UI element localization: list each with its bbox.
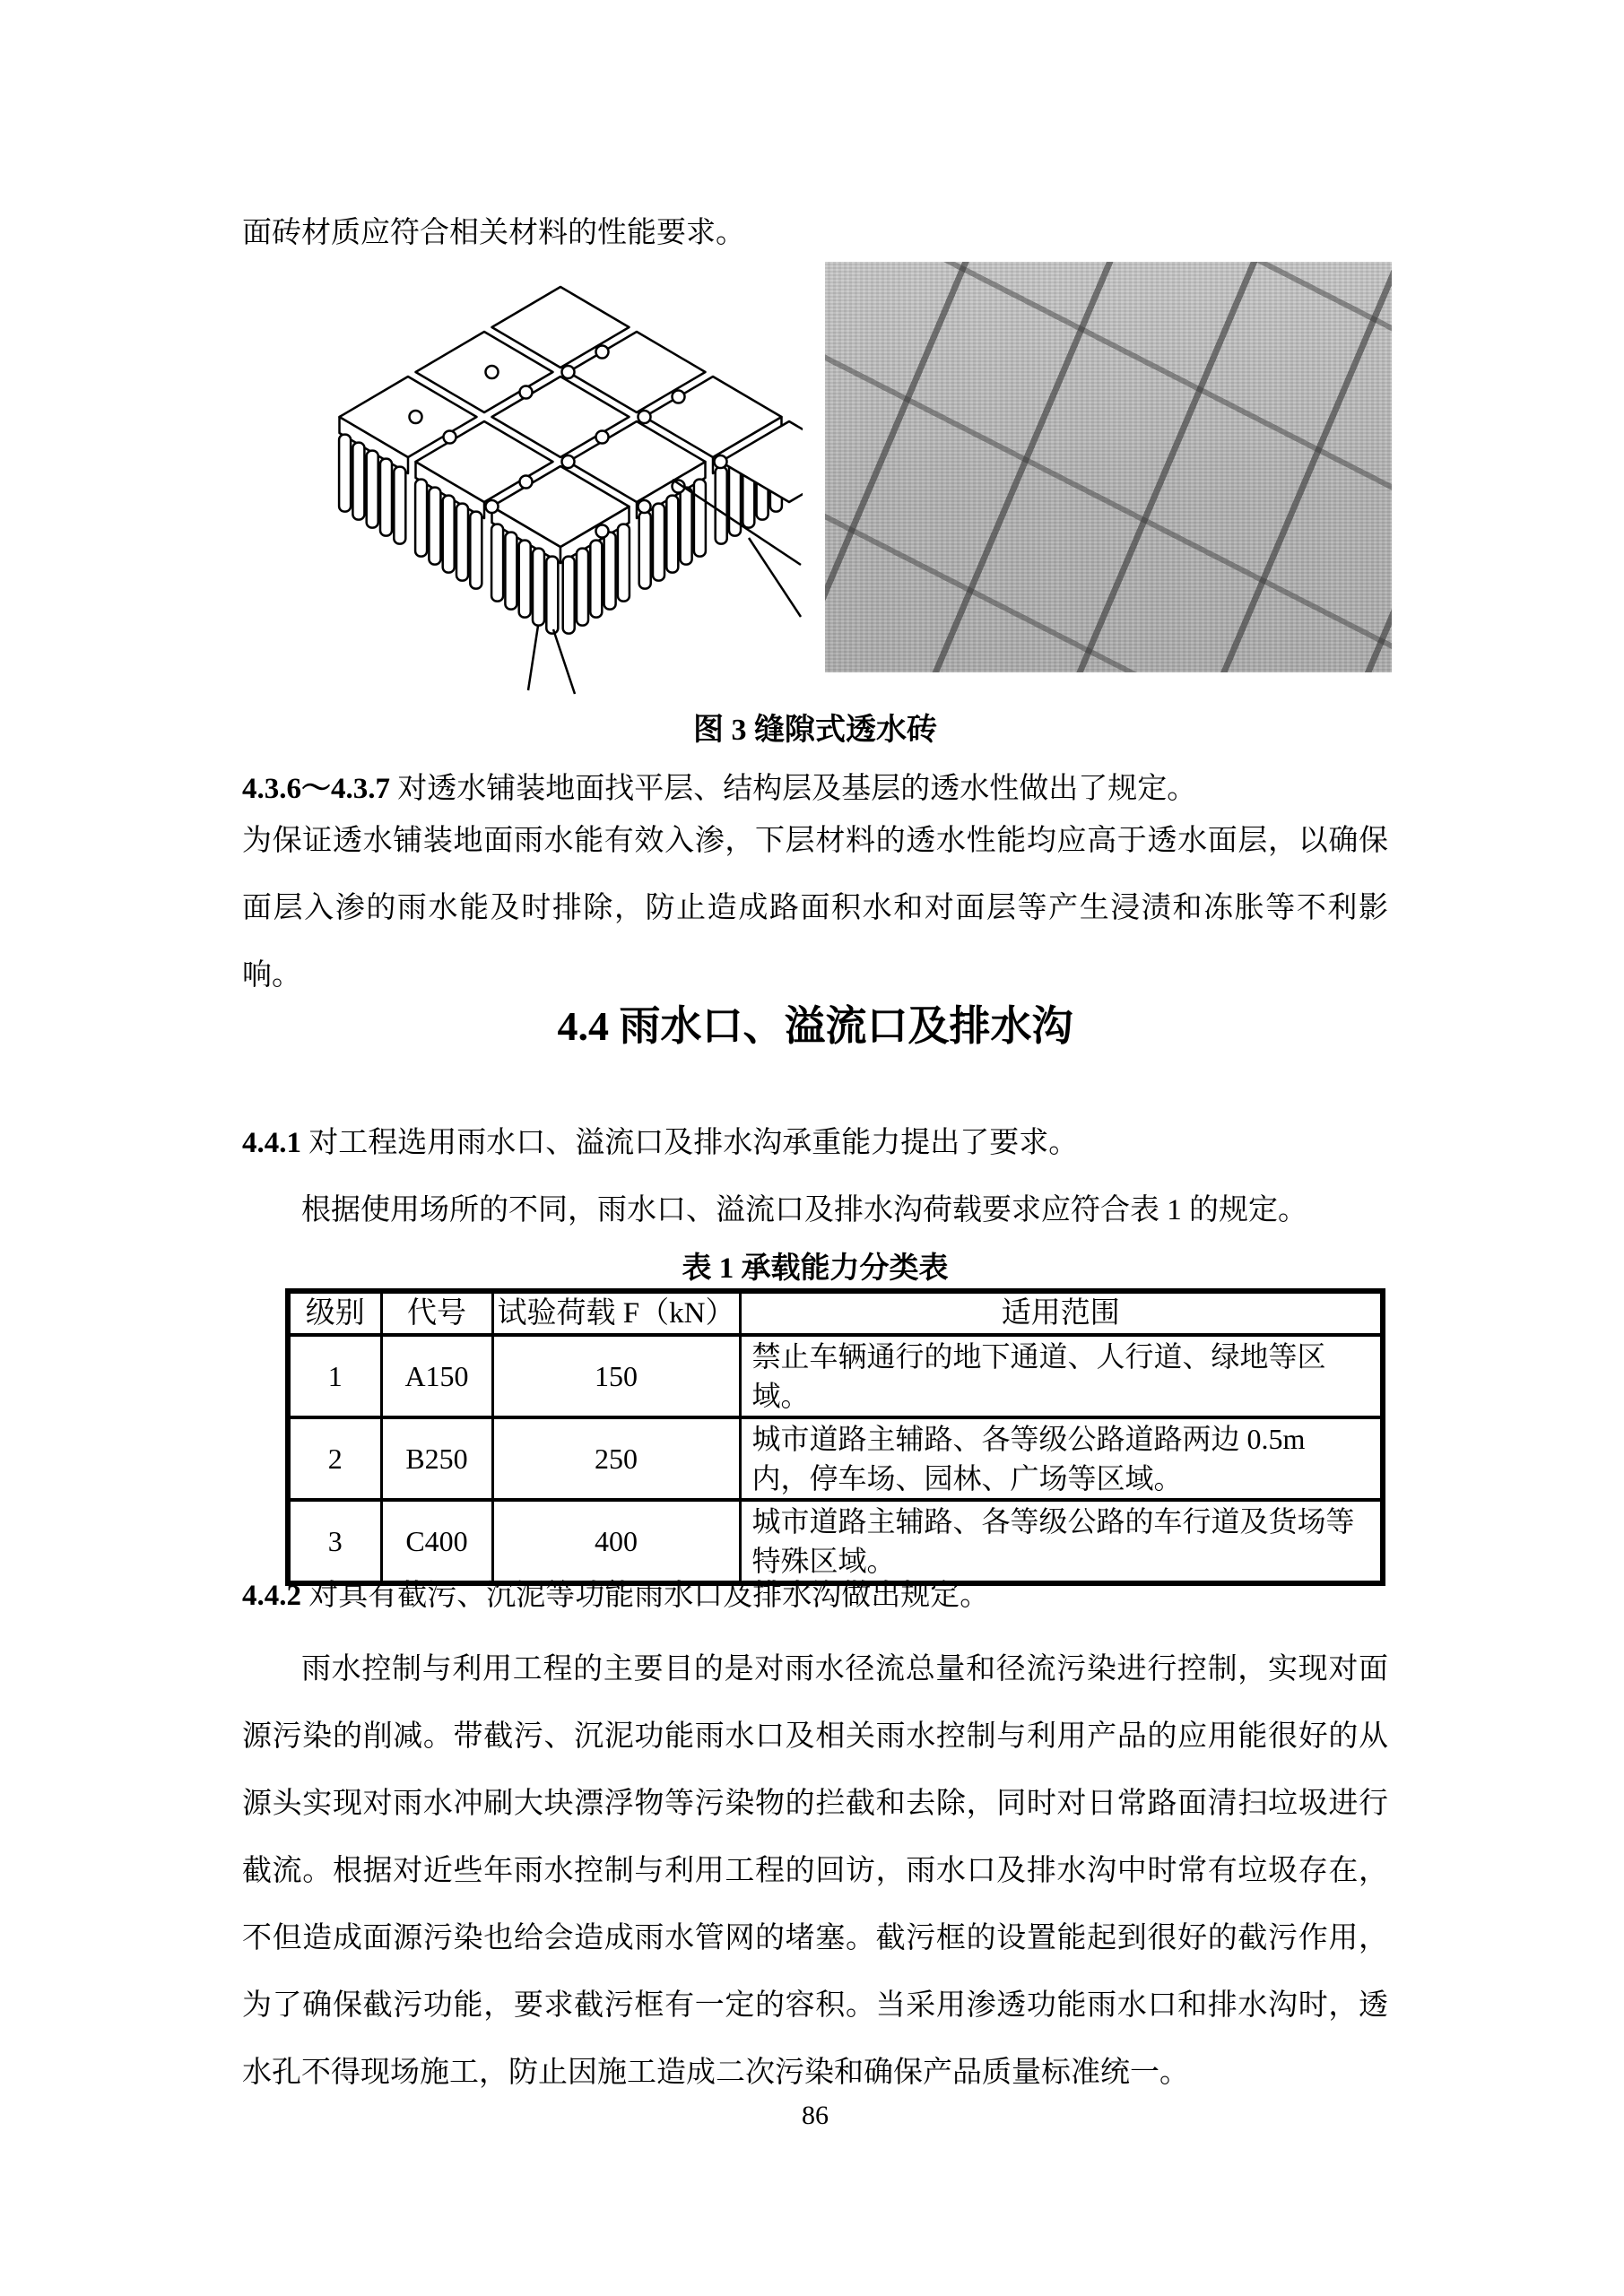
table-header-row [288,1291,1383,1335]
load-capacity-table [285,1288,1385,1586]
para-4.4.1 [242,1110,1388,1177]
cell-level: 2 [288,1417,381,1500]
para-4.4.1-body: 根据使用场所的不同，雨水口、溢流口及排水沟荷载要求应符合表 1 的规定。 [301,1194,1307,1226]
cell-scope: 禁止车辆通行的地下通道、人行道、绿地等区域。 [740,1335,1383,1417]
col-header-code: 代号 [381,1291,492,1335]
cell-load: 250 [492,1417,740,1500]
table-row [288,1417,1383,1500]
permeable-brick-photo [825,262,1392,672]
page-number: 86 [802,2101,829,2130]
col-header-level: 级别 [305,1297,365,1330]
clause-label: 4.3.6～4.3.7 [242,773,390,805]
clause-text: 对透水铺装地面找平层、结构层及基层的透水性做出了规定。 [390,773,1197,805]
clause-text: 对具有截污、沉泥等功能雨水口及排水沟做出规定。 [301,1580,990,1612]
cell-code: B250 [381,1417,492,1500]
permeable-brick-diagram [265,269,803,708]
col-header-load: 试验荷载 F（kN） [492,1291,740,1335]
clause-text: 对工程选用雨水口、溢流口及排水沟承重能力提出了要求。 [301,1127,1079,1159]
cell-load: 400 [492,1500,740,1583]
cell-scope: 城市道路主辅路、各等级公路道路两边 0.5m 内，停车场、园林、广场等区域。 [740,1417,1383,1500]
cell-scope: 城市道路主辅路、各等级公路的车行道及货场等特殊区域。 [740,1500,1383,1583]
section-heading-4.4: 4.4 雨水口、溢流口及排水沟 [557,1003,1073,1049]
cell-level: 3 [288,1500,381,1583]
cell-code: A150 [381,1335,492,1417]
cell-code: C400 [381,1500,492,1583]
cell-load: 150 [492,1335,740,1417]
table-row [288,1335,1383,1417]
intro-paragraph: 面砖材质应符合相关材料的性能要求。 [242,217,745,249]
clause-label: 4.4.2 [242,1580,301,1612]
para-4.4.2-body: 雨水控制与利用工程的主要目的是对雨水径流总量和径流污染进行控制，实现对面源污染的削减。带截污、沉泥功能雨水口及相关雨水控制与利用产品的应用能很好的从源头实现对雨水冲刷大块漂浮物等污染物的拦截和去除，同时对日常路面清扫垃圾进行截流。根据对近些年雨水控制与利用工程的回访，雨水口及排水沟中时常有垃圾存在，不但造成面源污染也给会造成雨水管网的堵塞。截污框的设置能起到很好的截污作用，为了确保截污功能，要求截污框有一定的容积。当采用渗透功能雨水口和排水沟时，透水孔不得现场施工，防止因施工造成二次污染和确保产品质量标准统一。 [242,1653,1388,2089]
clause-label: 4.4.1 [242,1127,301,1159]
col-header-scope: 适用范围 [740,1291,1383,1335]
cell-level: 1 [288,1335,381,1417]
para-4.3.6-body: 为保证透水铺装地面雨水能有效入渗，下层材料的透水性能均应高于透水面层，以确保面层入渗的雨水能及时排除，防止造成路面积水和对面层等产生浸渍和冻胀等不利影响。 [242,825,1388,992]
table-title: 表 1 承载能力分类表 [682,1252,949,1285]
para-4.4.2 [242,1563,1388,1630]
figure-caption: 图 3 缝隙式透水砖 [693,714,937,747]
